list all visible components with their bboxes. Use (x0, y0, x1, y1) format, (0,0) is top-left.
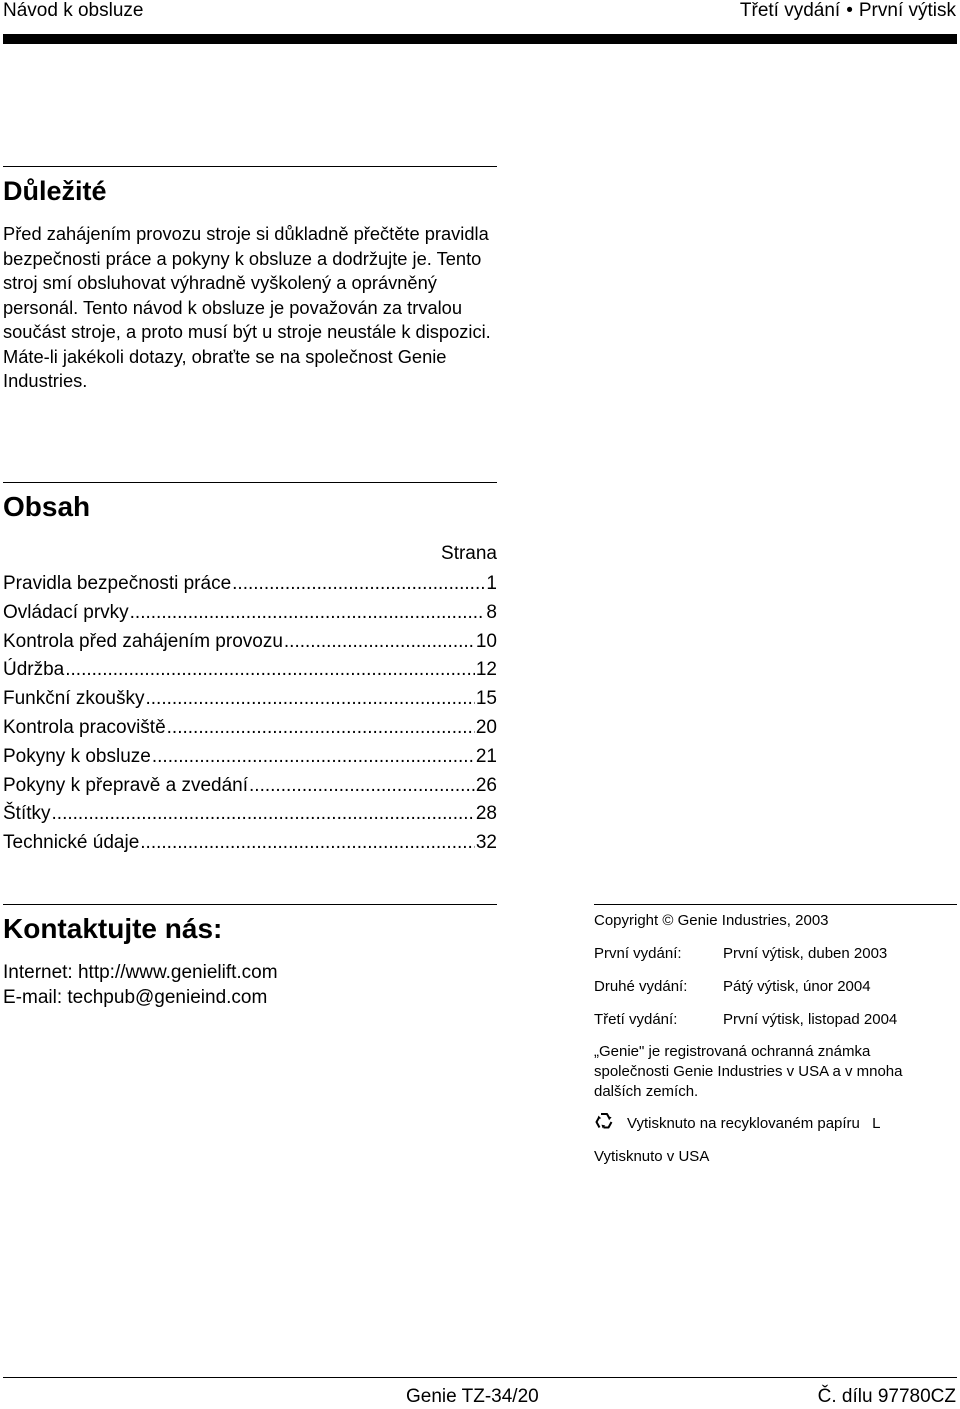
recycle-icon (594, 1111, 614, 1131)
toc-entry-label: Údržba (3, 659, 65, 681)
table-of-contents (3, 570, 497, 858)
toc-leader-dots (146, 685, 475, 714)
footer-rule (3, 1377, 957, 1378)
contact-internet: Internet: http://www.genielift.com (3, 962, 278, 983)
trademark-note: „Genie" je registrovaná ochranná známka společnosti Genie Industries v USA a v mnoha dalších zemích. (594, 1043, 903, 1100)
header-edition: Třetí vydání (739, 0, 841, 21)
toc-entry-label: Funkční zkoušky (3, 688, 145, 710)
important-rule (3, 166, 497, 167)
header-bar (3, 34, 957, 44)
toc-entry-label: Kontrola před zahájením provozu (3, 630, 283, 652)
footer-model: Genie TZ-34/20 (406, 1386, 539, 1407)
toc-entry-label: Kontrola pracoviště (3, 716, 166, 738)
edition-value: První výtisk, duben 2003 (723, 945, 888, 962)
edition-value: První výtisk, listopad 2004 (723, 1011, 898, 1028)
edition-row (594, 1010, 897, 1030)
toc-leader-dots (284, 628, 475, 657)
copyright-line: Copyright © Genie Industries, 2003 (594, 912, 829, 929)
toc-entry-label: Štítky (3, 803, 51, 825)
toc-leader-dots (232, 570, 485, 599)
contents-heading: Obsah (3, 491, 91, 522)
contact-rule (3, 904, 497, 905)
toc-entry-label: Ovládací prvky (3, 601, 129, 623)
edition-row (594, 944, 887, 964)
toc-entry-page: 28 (475, 803, 497, 825)
footer-part-number: Č. dílu 97780CZ (817, 1386, 956, 1407)
toc-entry-label: Technické údaje (3, 832, 140, 854)
header-printing: První výtisk (858, 0, 956, 21)
contact-heading: Kontaktujte nás: (3, 913, 223, 944)
contact-email: E-mail: techpub@genieind.com (3, 987, 268, 1008)
toc-leader-dots (52, 800, 475, 829)
toc-entry-page: 8 (486, 601, 497, 623)
toc-entry-page: 26 (475, 774, 497, 796)
toc-entry (3, 599, 497, 628)
header-edition-info (740, 0, 956, 22)
toc-entry-label: Pravidla bezpečnosti práce (3, 573, 232, 594)
toc-entry (3, 800, 497, 829)
toc-leader-dots (249, 772, 475, 801)
toc-entry (3, 656, 497, 685)
recycled-paper-mark: L (872, 1115, 881, 1132)
printed-in-note: Vytisknuto v USA (594, 1148, 710, 1165)
toc-entry (3, 628, 497, 657)
toc-entry-page: 15 (475, 688, 497, 710)
toc-leader-dots (152, 743, 475, 772)
toc-entry-page: 21 (475, 745, 497, 767)
edition-label: První vydání: (594, 945, 682, 962)
edition-value: Pátý výtisk, únor 2004 (723, 978, 871, 995)
copyright-rule (594, 904, 957, 905)
toc-entry (3, 743, 497, 772)
edition-label: Třetí vydání: (594, 1011, 678, 1028)
contents-page-header: Strana (441, 543, 497, 564)
toc-entry (3, 829, 497, 858)
toc-entry-page: 1 (486, 573, 497, 594)
header-manual-title: Návod k obsluze (3, 0, 144, 21)
toc-entry (3, 570, 497, 599)
toc-leader-dots (130, 599, 486, 628)
header-bullet: • (846, 0, 853, 21)
contents-rule (3, 482, 497, 483)
toc-leader-dots (167, 714, 475, 743)
toc-leader-dots (140, 829, 475, 858)
edition-row (594, 977, 871, 997)
recycled-paper-text: Vytisknuto na recyklovaném papíru (627, 1115, 860, 1132)
toc-entry (3, 685, 497, 714)
recycled-paper-note (627, 1114, 880, 1134)
toc-entry-page: 20 (475, 716, 497, 738)
toc-entry (3, 714, 497, 743)
toc-entry-page: 10 (475, 630, 497, 652)
edition-label: Druhé vydání: (594, 978, 688, 995)
important-heading: Důležité (3, 176, 107, 206)
toc-leader-dots (65, 656, 475, 685)
toc-entry-label: Pokyny k obsluze (3, 745, 151, 767)
toc-entry-page: 12 (475, 659, 497, 681)
toc-entry-page: 32 (475, 832, 497, 854)
toc-entry-label: Pokyny k přepravě a zvedání (3, 774, 249, 796)
toc-entry (3, 772, 497, 801)
important-text: Před zahájením provozu stroje si důkladně přečtěte pravidla bezpečnosti práce a pokyny k obsluze a dodržujte je. Tento stroj smí obsluhovat výhradně vyškolený a oprávněný personál. Tento návod k obsluze je považován za trvalou součást stroje, a proto musí být u stroje neustále k dispozici. Máte-li jakékoli dotazy, obraťte se na společnost Genie Industries. (3, 223, 491, 391)
